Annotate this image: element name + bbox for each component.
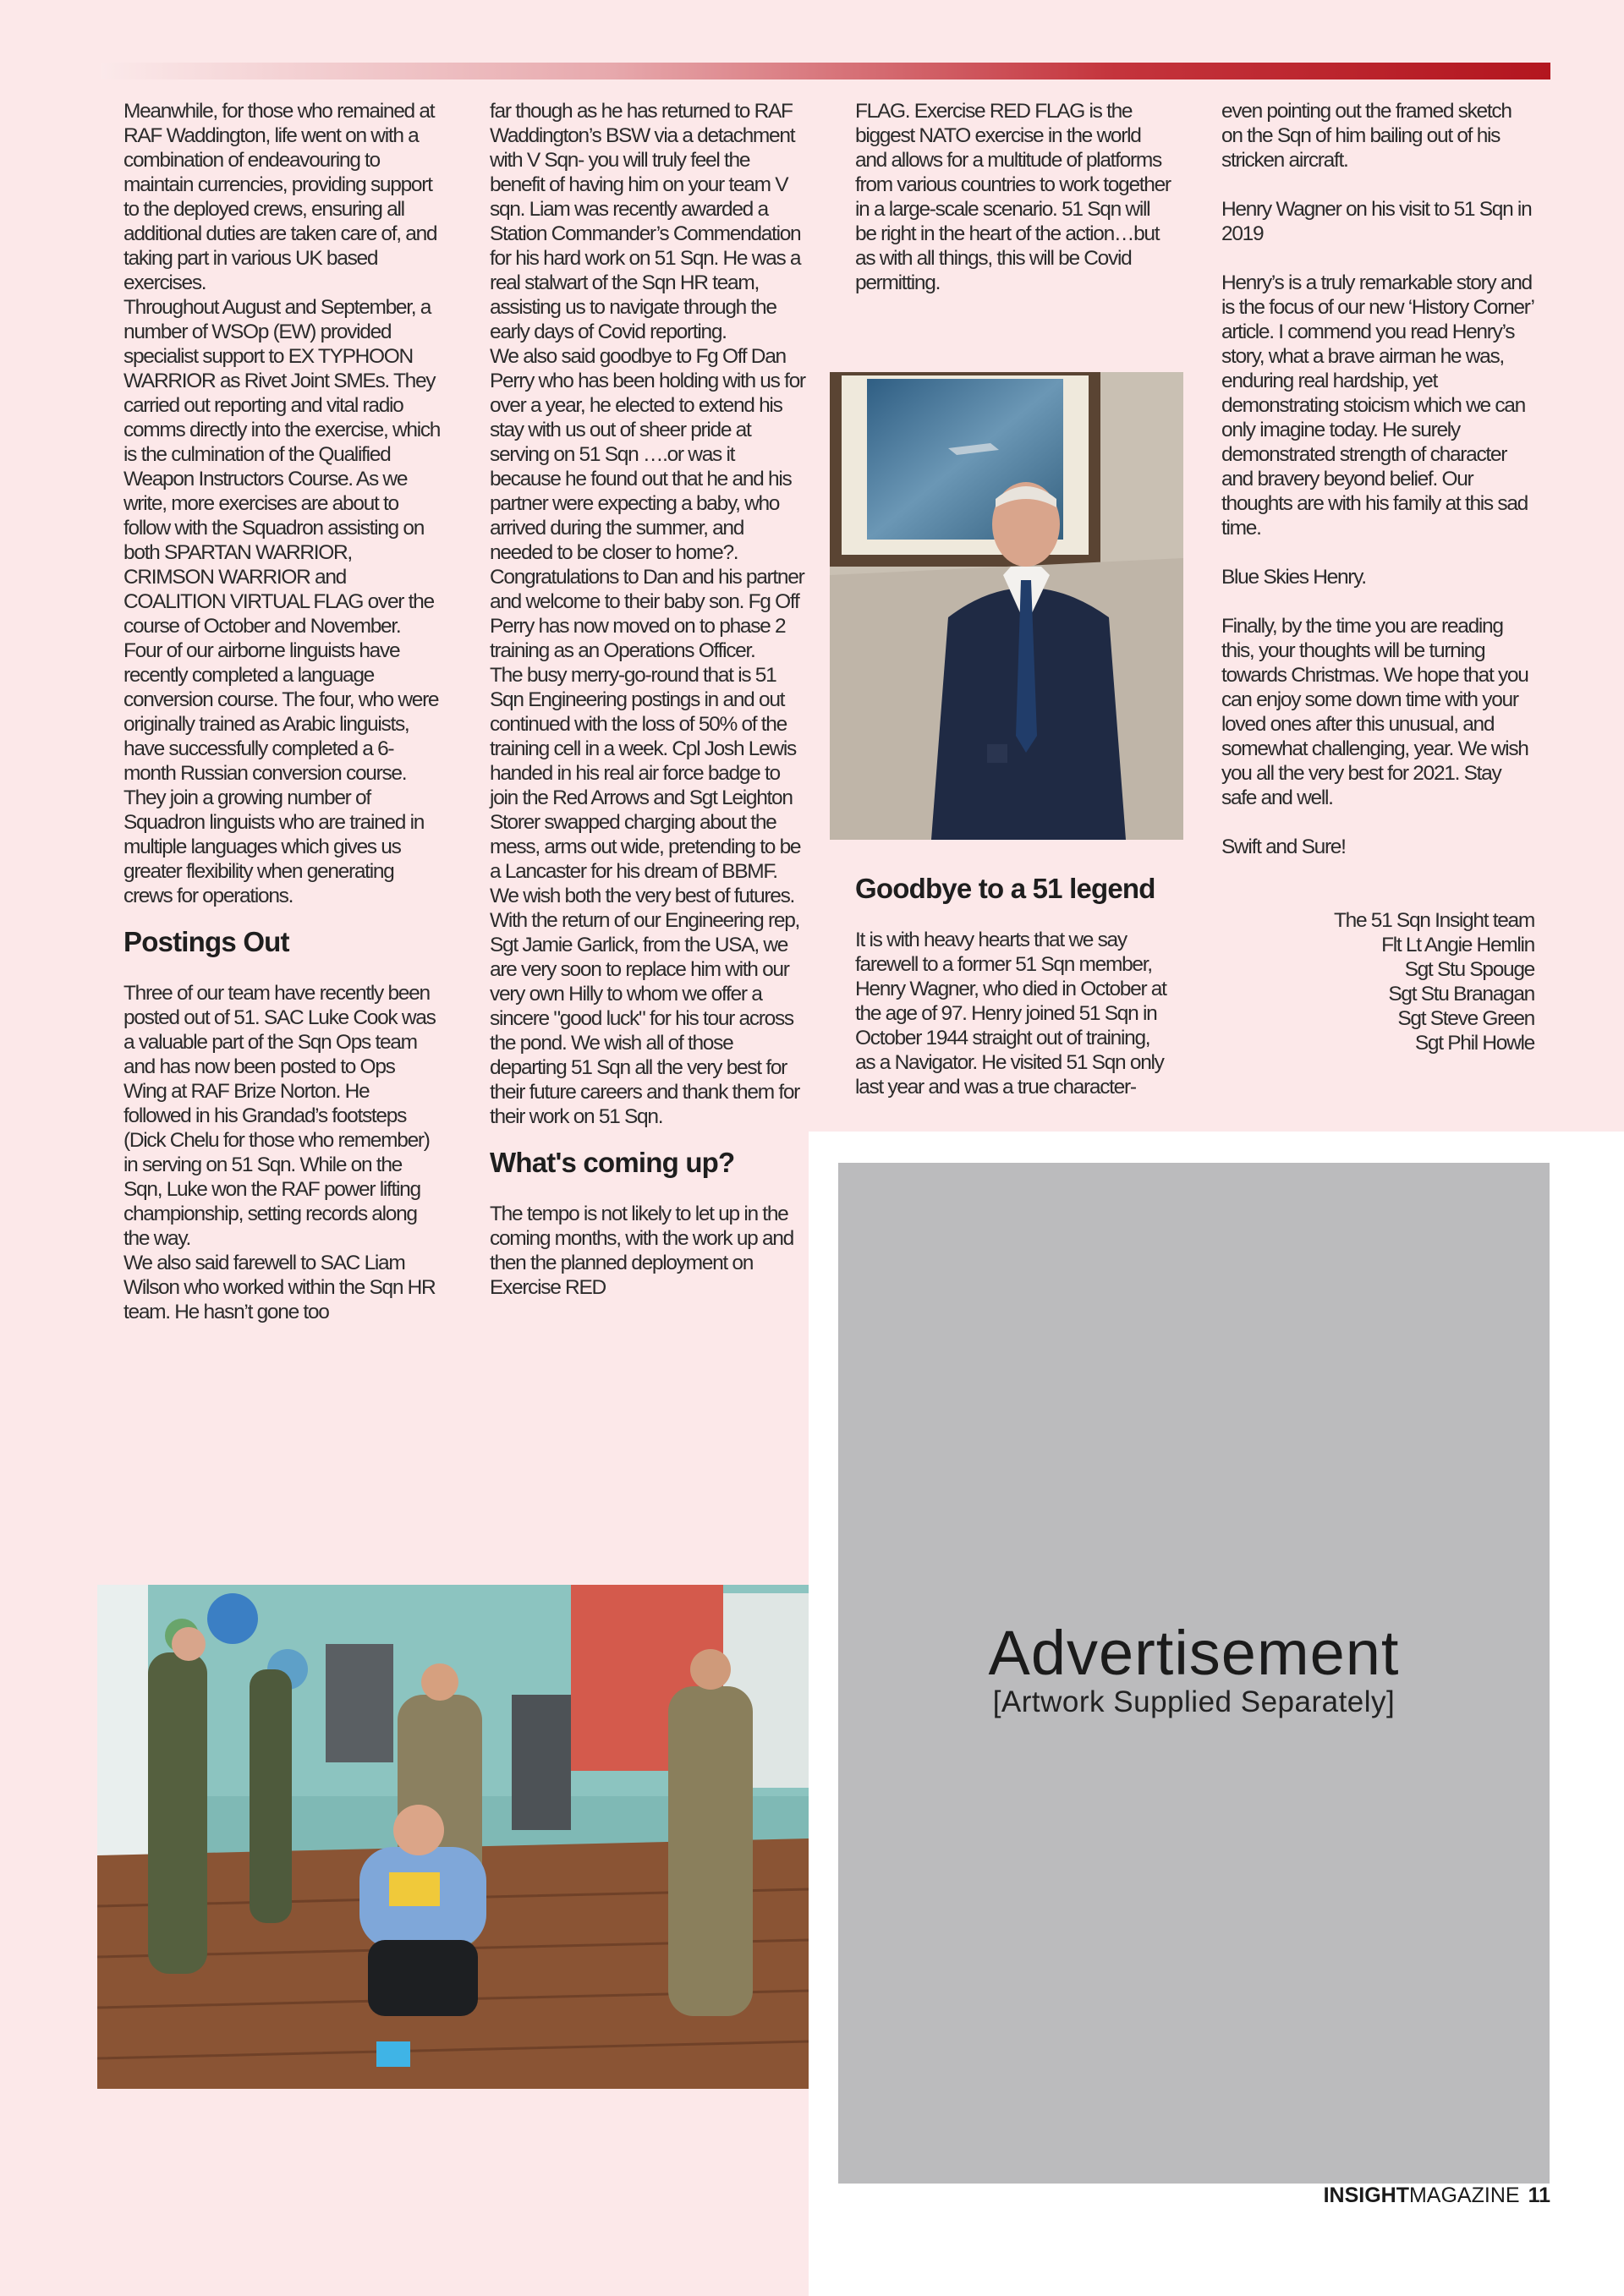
section-heading-whats-coming-up: What's coming up? [490, 1147, 735, 1178]
paragraph: With the return of our Engineering rep, Sgt Jamie Garlick, from the USA, we are very soon to replace him with our very own Hilly to whom we offer a sincere "good luck" for his tour across the pond. We wish all of those departing 51 Sqn all the very best for their future careers and thank them for their work on 51 Sqn. [490, 909, 800, 1128]
page-number: 11 [1528, 2184, 1550, 2207]
article-column-2 [490, 99, 807, 1300]
sign-off: Swift and Sure! [1221, 836, 1346, 858]
advertisement-subtitle: [Artwork Supplied Separately] [992, 1685, 1396, 1718]
paragraph: Three of our team have recently been posted out of 51. SAC Luke Cook was a valuable part of the Sqn Ops team and has now been posted to Ops Wing at RAF Brize Norton. He followed in his Grandad’s footsteps (Dick Chelu for those who remember) in serving on 51 Sqn. While on the Sqn, Luke won the RAF power lifting championship, setting records along the way. [123, 982, 436, 1250]
article-column-1 [123, 99, 441, 1324]
gym-group-photo [97, 1585, 809, 2089]
paragraph: Throughout August and September, a number of WSOp (EW) provided specialist support to EX TYPHOON WARRIOR as Rivet Joint SMEs. They carried out reporting and vital radio comms directly into the exercise, which is the culmination of the Qualified Weapon Instructors Course. As we write, more exercises are about to follow with the Squadron assisting on both SPARTAN WARRIOR, CRIMSON WARRIOR and COALITION VIRTUAL FLAG over the course of October and November. [123, 296, 441, 638]
photo-caption: Henry Wagner on his visit to 51 Sqn in 2019 [1221, 198, 1532, 245]
credit-line: The 51 Sqn Insight team [1333, 909, 1534, 932]
section-heading-postings-out: Postings Out [123, 926, 289, 957]
paragraph: even pointing out the framed sketch on the Sqn of him bailing out of his stricken aircraft. [1221, 100, 1512, 172]
paragraph: Blue Skies Henry. [1221, 566, 1366, 589]
advertisement-title: Advertisement [988, 1618, 1400, 1688]
paragraph: Henry’s is a truly remarkable story and is the focus of our new ‘History Corner’ article. I commend you read Henry’s story, what a brave airman he was, enduring real hardship, yet demonstrating stoicism which we can only imagine today. He surely demonstrated strength of character and bravery beyond belief. Our thoughts are with his family at this sad time. [1221, 271, 1533, 540]
credit-line: Flt Lt Angie Hemlin [1381, 934, 1534, 956]
paragraph: Meanwhile, for those who remained at RAF Waddington, life went on with a combination of endeavouring to maintain currencies, providing support to the deployed crews, ensuring all additional duties are taken care of, and taking part in various UK based exercises. [123, 100, 437, 294]
paragraph: We also said farewell to SAC Liam Wilson who worked within the Sqn HR team. He hasn’t gone too [123, 1252, 436, 1323]
credit-line: Sgt Steve Green [1397, 1007, 1534, 1030]
paragraph: FLAG. Exercise RED FLAG is the biggest NATO exercise in the world and allows for a multitude of platforms from various countries to work together in a large-scale scenario. 51 Sqn will be right in the heart of the action…but as with all things, this will be Covid permitting. [855, 100, 1171, 294]
paragraph: We also said goodbye to Fg Off Dan Perry who has been holding with us for over a year, he elected to extend his stay with us out of sheer pride at serving on 51 Sqn ….or was it because he found out that he and his partner were expecting a baby, who arrived during the summer, and needed to be closer to home?. Congratulations to Dan and his partner and welcome to their baby son. Fg Off Perry has now moved on to phase 2 training as an Operations Officer. [490, 345, 805, 662]
paragraph: The busy merry-go-round that is 51 Sqn Engineering postings in and out continued with the loss of 50% of the training cell in a week. Cpl Josh Lewis handed in his real air force badge to join the Red Arrows and Sgt Leighton Storer swapped charging about the mess, arms out wide, pretending to be a Lancaster for his dream of BBMF. We wish both the very best of futures. [490, 664, 801, 907]
credit-line: Sgt Stu Branagan [1388, 983, 1534, 1006]
article-column-3-top [855, 99, 1172, 295]
paragraph: The tempo is not likely to let up in the coming months, with the work up and then the planned deployment on Exercise RED [490, 1203, 793, 1299]
article-column-3-bottom [855, 872, 1172, 1099]
advertisement-placeholder [838, 1163, 1550, 2184]
page-folio [1324, 2183, 1550, 2208]
section-heading-goodbye: Goodbye to a 51 legend [855, 873, 1155, 904]
paragraph: far though as he has returned to RAF Waddington’s BSW via a detachment with V Sqn- you will truly feel the benefit of having him on your team V sqn. Liam was recently awarded a Station Commander’s Commendation for his hard work on 51 Sqn. He was a real stalwart of the Sqn HR team, assisting us to navigate through the early days of Covid reporting. [490, 100, 801, 343]
credit-line: Sgt Stu Spouge [1404, 958, 1534, 981]
article-column-4 [1221, 99, 1534, 1055]
paragraph: It is with heavy hearts that we say farewell to a former 51 Sqn member, Henry Wagner, who died in October at the age of 97. Henry joined 51 Sqn in October 1944 straight out of training, as a Navigator. He visited 51 Sqn only last year and was a true character- [855, 929, 1166, 1099]
paragraph: Finally, by the time you are reading this, your thoughts will be turning towards Christmas. We hope that you can enjoy some down time with your loved ones after this unusual, and somewhat challenging, year. We wish you all the very best for 2021. Stay safe and well. [1221, 615, 1528, 809]
magazine-name-bold: INSIGHT [1323, 2184, 1409, 2207]
magazine-name-light: MAGAZINE [1408, 2184, 1520, 2207]
credit-line: Sgt Phil Howle [1414, 1032, 1534, 1055]
header-accent-bar [102, 63, 1550, 79]
credits-list [1221, 908, 1534, 1055]
paragraph: Four of our airborne linguists have recently completed a language conversion course. The four, who were originally trained as Arabic linguists, have successfully completed a 6-month Russian conversion course. They join a growing number of Squadron linguists who are trained in multiple languages which gives us greater flexibility when generating crews for operations. [123, 639, 439, 907]
henry-wagner-photo [830, 372, 1183, 840]
